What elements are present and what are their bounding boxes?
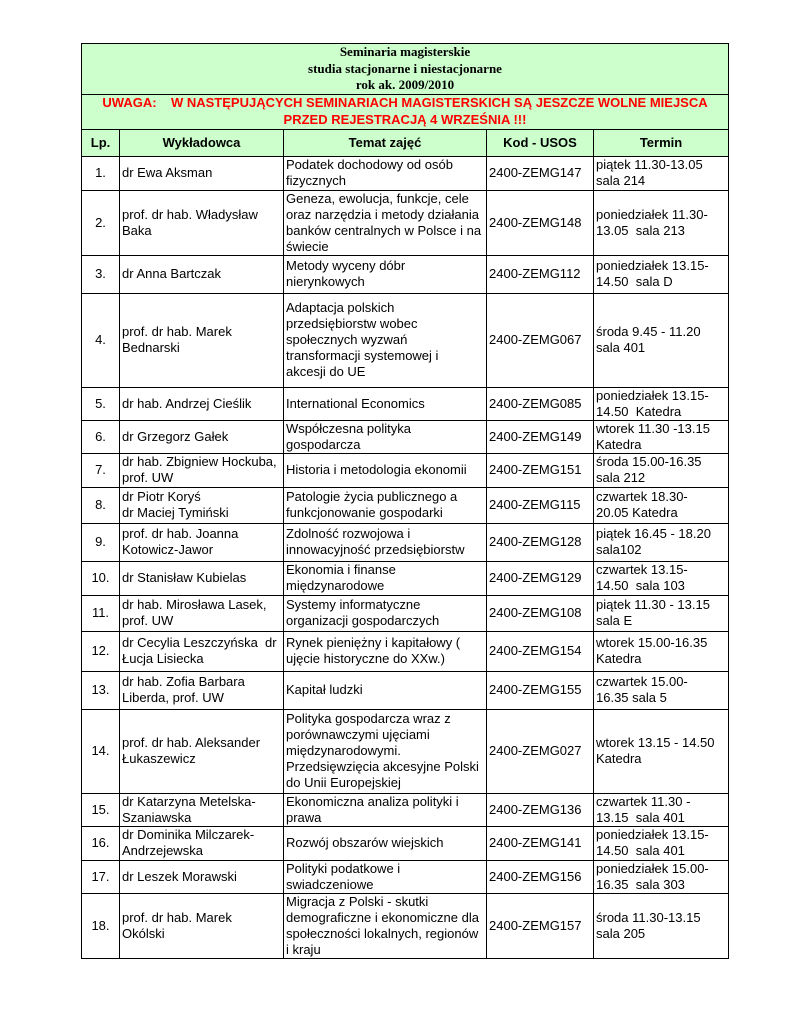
topic-line: porównawczymi ujęciami bbox=[286, 727, 430, 742]
term-line: 14.50 sala 103 bbox=[596, 578, 685, 593]
lecturer-line: prof. dr hab. Władysław bbox=[122, 206, 258, 222]
lecturer-line: dr Leszek Morawski bbox=[122, 868, 237, 884]
topic-cell bbox=[284, 826, 487, 860]
term-line: 14.50 Katedra bbox=[596, 403, 682, 419]
topic-cell bbox=[284, 255, 487, 293]
usos-code: 2400-ZEMG027 bbox=[487, 709, 594, 793]
usos-code: 2400-ZEMG154 bbox=[487, 631, 594, 671]
lecturer-cell bbox=[120, 671, 284, 709]
lecturer-line: dr hab. Andrzej Cieślik bbox=[122, 395, 252, 411]
topic-line: ujęcie historyczne do XXw.) bbox=[286, 651, 445, 666]
topic-cell bbox=[284, 561, 487, 595]
usos-code: 2400-ZEMG108 bbox=[487, 595, 594, 631]
topic-cell bbox=[284, 487, 487, 523]
topic-cell bbox=[284, 860, 487, 893]
row-number: 14. bbox=[82, 709, 120, 793]
lecturer-cell bbox=[120, 523, 284, 561]
topic-line: demograficzne i ekonomiczne dla bbox=[286, 909, 479, 925]
table-row bbox=[82, 793, 729, 826]
topic-line: Historia i metodologia ekonomii bbox=[286, 462, 467, 477]
lecturer-cell bbox=[120, 826, 284, 860]
table-row bbox=[82, 487, 729, 523]
topic-line: Współczesna polityka bbox=[286, 420, 411, 436]
title-line-3: rok ak. 2009/2010 bbox=[355, 77, 455, 92]
term-cell bbox=[594, 420, 729, 453]
term-line: wtorek 13.15 - 14.50 bbox=[596, 735, 715, 750]
term-cell bbox=[594, 793, 729, 826]
table-row bbox=[82, 893, 729, 958]
lecturer-cell bbox=[120, 793, 284, 826]
term-line: 14.50 sala 401 bbox=[596, 843, 685, 858]
topic-line: International Economics bbox=[286, 395, 425, 411]
term-line: 13.05 sala 213 bbox=[596, 222, 685, 238]
usos-code: 2400-ZEMG149 bbox=[487, 420, 594, 453]
row-number: 2. bbox=[82, 190, 120, 255]
term-cell bbox=[594, 826, 729, 860]
lecturer-line: dr Stanisław Kubielas bbox=[122, 570, 247, 585]
lecturer-cell bbox=[120, 860, 284, 893]
term-line: środa 9.45 - 11.20 bbox=[596, 324, 701, 339]
usos-code: 2400-ZEMG151 bbox=[487, 453, 594, 487]
row-number: 12. bbox=[82, 631, 120, 671]
usos-code: 2400-ZEMG067 bbox=[487, 293, 594, 387]
lecturer-cell bbox=[120, 255, 284, 293]
row-number: 5. bbox=[82, 387, 120, 420]
topic-line: nierynkowych bbox=[286, 274, 365, 289]
column-header-topic: Temat zajęć bbox=[284, 129, 487, 156]
lecturer-line: dr Katarzyna Metelska- bbox=[122, 793, 256, 809]
term-cell bbox=[594, 387, 729, 420]
row-number: 18. bbox=[82, 893, 120, 958]
usos-code: 2400-ZEMG112 bbox=[487, 255, 594, 293]
lecturer-cell bbox=[120, 893, 284, 958]
row-number: 9. bbox=[82, 523, 120, 561]
topic-line: Polityka gospodarcza wraz z bbox=[286, 711, 451, 726]
row-number: 15. bbox=[82, 793, 120, 826]
term-line: sala102 bbox=[596, 542, 642, 557]
term-line: Katedra bbox=[596, 751, 642, 766]
seminar-table bbox=[81, 43, 729, 959]
topic-line: międzynarodowymi. bbox=[286, 743, 401, 758]
lecturer-cell bbox=[120, 453, 284, 487]
topic-line: transformacji systemowej i bbox=[286, 348, 439, 363]
topic-cell bbox=[284, 523, 487, 561]
term-cell bbox=[594, 595, 729, 631]
term-line: sala 205 bbox=[596, 925, 646, 941]
topic-cell bbox=[284, 156, 487, 190]
lecturer-line: dr Piotr Koryś bbox=[122, 489, 201, 504]
term-line: 20.05 Katedra bbox=[596, 505, 678, 520]
usos-code: 2400-ZEMG155 bbox=[487, 671, 594, 709]
warning-line-2: PRZED REJESTRACJĄ 4 WRZEŚNIA !!! bbox=[283, 111, 527, 127]
topic-line: Metody wyceny dóbr bbox=[286, 258, 406, 273]
topic-line: oraz narzędzia i metody działania bbox=[286, 206, 479, 222]
topic-line: prawa bbox=[286, 809, 322, 825]
term-cell bbox=[594, 453, 729, 487]
lecturer-line: dr Cecylia Leszczyńska dr bbox=[122, 635, 277, 650]
lecturer-line: dr hab. Zbigniew Hockuba, bbox=[122, 454, 277, 469]
topic-line: innowacyjność przedsiębiorstw bbox=[286, 542, 465, 557]
topic-line: funkcjonowanie gospodarki bbox=[286, 505, 443, 520]
lecturer-line: Liberda, prof. UW bbox=[122, 690, 224, 705]
lecturer-cell bbox=[120, 709, 284, 793]
table-row bbox=[82, 420, 729, 453]
table-row bbox=[82, 671, 729, 709]
topic-cell bbox=[284, 595, 487, 631]
topic-line: Rynek pieniężny i kapitałowy ( bbox=[286, 635, 461, 650]
row-number: 13. bbox=[82, 671, 120, 709]
term-line: poniedziałek 13.15- bbox=[596, 258, 709, 273]
row-number: 10. bbox=[82, 561, 120, 595]
term-cell bbox=[594, 561, 729, 595]
term-line: 16.35 sala 303 bbox=[596, 876, 685, 892]
topic-line: fizycznych bbox=[286, 173, 346, 188]
lecturer-line: dr hab. Mirosława Lasek, bbox=[122, 597, 267, 612]
lecturer-line: Łukaszewicz bbox=[122, 751, 196, 766]
usos-code: 2400-ZEMG115 bbox=[487, 487, 594, 523]
table-row bbox=[82, 453, 729, 487]
topic-line: gospodarcza bbox=[286, 436, 361, 452]
column-header-row bbox=[82, 129, 729, 156]
table-row bbox=[82, 293, 729, 387]
topic-line: społeczności lokalnych, regionów bbox=[286, 925, 479, 941]
row-number: 8. bbox=[82, 487, 120, 523]
lecturer-cell bbox=[120, 420, 284, 453]
term-cell bbox=[594, 293, 729, 387]
topic-cell bbox=[284, 293, 487, 387]
topic-line: banków centralnych w Polsce i na bbox=[286, 222, 482, 238]
table-row bbox=[82, 561, 729, 595]
lecturer-line: dr Grzegorz Gałek bbox=[122, 428, 229, 444]
topic-line: Ekonomia i finanse bbox=[286, 562, 396, 577]
usos-code: 2400-ZEMG147 bbox=[487, 156, 594, 190]
topic-line: Ekonomiczna analiza polityki i bbox=[286, 793, 459, 809]
term-line: wtorek 11.30 -13.15 bbox=[596, 420, 710, 436]
warning-notice bbox=[82, 94, 729, 129]
term-line: środa 11.30-13.15 bbox=[596, 909, 701, 925]
usos-code: 2400-ZEMG148 bbox=[487, 190, 594, 255]
lecturer-line: Kotowicz-Jawor bbox=[122, 542, 214, 557]
topic-cell bbox=[284, 420, 487, 453]
row-number: 11. bbox=[82, 595, 120, 631]
column-header-lp: Lp. bbox=[82, 129, 120, 156]
topic-line: akcesji do UE bbox=[286, 364, 366, 379]
term-line: 16.35 sala 5 bbox=[596, 690, 667, 705]
lecturer-line: prof. UW bbox=[122, 470, 174, 485]
term-line: piątek 11.30 - 13.15 bbox=[596, 597, 710, 612]
term-line: czwartek 11.30 - bbox=[596, 793, 691, 809]
lecturer-cell bbox=[120, 595, 284, 631]
table-row bbox=[82, 860, 729, 893]
topic-line: i kraju bbox=[286, 941, 321, 957]
topic-line: Geneza, ewolucja, funkcje, cele bbox=[286, 190, 469, 206]
topic-line: Patologie życia publicznego a bbox=[286, 489, 458, 504]
term-line: wtorek 15.00-16.35 bbox=[596, 635, 708, 650]
topic-cell bbox=[284, 631, 487, 671]
topic-line: świecie bbox=[286, 238, 329, 254]
term-line: piątek 16.45 - 18.20 bbox=[596, 526, 711, 541]
topic-line: przedsiębiorstw wobec bbox=[286, 316, 418, 331]
lecturer-line: prof. dr hab. Marek bbox=[122, 909, 232, 925]
lecturer-line: Okólski bbox=[122, 925, 165, 941]
table-row bbox=[82, 826, 729, 860]
table-row bbox=[82, 255, 729, 293]
topic-line: Przedsięwzięcia akcesyjne Polski bbox=[286, 759, 479, 774]
term-cell bbox=[594, 860, 729, 893]
term-line: piątek 11.30-13.05 bbox=[596, 157, 703, 172]
term-line: sala E bbox=[596, 613, 633, 628]
table-row bbox=[82, 156, 729, 190]
term-line: sala 214 bbox=[596, 173, 646, 188]
lecturer-line: prof. dr hab. Aleksander bbox=[122, 735, 261, 750]
title-line-2: studia stacjonarne i niestacjonarne bbox=[308, 60, 502, 76]
topic-line: Polityki podatkowe i bbox=[286, 860, 401, 876]
lecturer-line: dr Ewa Aksman bbox=[122, 165, 213, 180]
term-cell bbox=[594, 671, 729, 709]
term-cell bbox=[594, 631, 729, 671]
title-row bbox=[82, 44, 729, 95]
term-cell bbox=[594, 523, 729, 561]
term-line: czwartek 15.00- bbox=[596, 674, 688, 689]
lecturer-line: Bednarski bbox=[122, 340, 180, 355]
row-number: 3. bbox=[82, 255, 120, 293]
table-row bbox=[82, 387, 729, 420]
term-line: czwartek 18.30- bbox=[596, 489, 688, 504]
lecturer-cell bbox=[120, 487, 284, 523]
term-line: środa 15.00-16.35 bbox=[596, 454, 702, 469]
lecturer-cell bbox=[120, 190, 284, 255]
topic-line: organizacji gospodarczych bbox=[286, 613, 440, 628]
lecturer-cell bbox=[120, 156, 284, 190]
topic-line: międzynarodowe bbox=[286, 578, 385, 593]
lecturer-cell bbox=[120, 631, 284, 671]
table-row bbox=[82, 523, 729, 561]
lecturer-line: prof. dr hab. Joanna bbox=[122, 526, 239, 541]
topic-line: Kapitał ludzki bbox=[286, 682, 363, 697]
document-title bbox=[82, 44, 729, 95]
warning-line-1: UWAGA: W NASTĘPUJĄCYCH SEMINARIACH MAGISTERSKICH SĄ JESZCZE WOLNE MIEJSCA bbox=[102, 94, 708, 110]
lecturer-line: prof. dr hab. Marek bbox=[122, 324, 232, 339]
topic-line: Podatek dochodowy od osób bbox=[286, 157, 453, 172]
term-line: poniedziałek 13.15- bbox=[596, 827, 709, 842]
topic-line: Migracja z Polski - skutki bbox=[286, 893, 429, 909]
column-header-term: Termin bbox=[594, 129, 729, 156]
term-line: Katedra bbox=[596, 651, 642, 666]
table-row bbox=[82, 709, 729, 793]
term-cell bbox=[594, 255, 729, 293]
lecturer-line: dr hab. Zofia Barbara bbox=[122, 674, 245, 689]
topic-cell bbox=[284, 793, 487, 826]
topic-line: do Unii Europejskiej bbox=[286, 775, 401, 790]
lecturer-line: dr Dominika Milczarek- bbox=[122, 827, 255, 842]
topic-cell bbox=[284, 190, 487, 255]
term-line: czwartek 13.15- bbox=[596, 562, 688, 577]
topic-line: społecznych wyzwań bbox=[286, 332, 408, 347]
topic-line: swiadczeniowe bbox=[286, 876, 374, 892]
topic-line: Rozwój obszarów wiejskich bbox=[286, 835, 444, 850]
row-number: 4. bbox=[82, 293, 120, 387]
usos-code: 2400-ZEMG085 bbox=[487, 387, 594, 420]
table-row bbox=[82, 595, 729, 631]
usos-code: 2400-ZEMG129 bbox=[487, 561, 594, 595]
topic-cell bbox=[284, 387, 487, 420]
term-line: Katedra bbox=[596, 436, 642, 452]
topic-line: Zdolność rozwojowa i bbox=[286, 526, 411, 541]
row-number: 6. bbox=[82, 420, 120, 453]
topic-cell bbox=[284, 671, 487, 709]
table-row bbox=[82, 190, 729, 255]
row-number: 7. bbox=[82, 453, 120, 487]
lecturer-line: Szaniawska bbox=[122, 809, 192, 825]
term-line: sala 401 bbox=[596, 340, 646, 355]
term-line: poniedziałek 13.15- bbox=[596, 387, 709, 403]
term-cell bbox=[594, 190, 729, 255]
row-number: 16. bbox=[82, 826, 120, 860]
lecturer-line: dr Anna Bartczak bbox=[122, 266, 221, 281]
lecturer-line: prof. UW bbox=[122, 613, 174, 628]
term-cell bbox=[594, 893, 729, 958]
usos-code: 2400-ZEMG128 bbox=[487, 523, 594, 561]
lecturer-line: dr Maciej Tymiński bbox=[122, 505, 229, 520]
topic-cell bbox=[284, 893, 487, 958]
column-header-lecturer: Wykładowca bbox=[120, 129, 284, 156]
lecturer-line: Łucja Lisiecka bbox=[122, 651, 204, 666]
table-row bbox=[82, 631, 729, 671]
term-line: poniedziałek 15.00- bbox=[596, 860, 709, 876]
lecturer-line: Andrzejewska bbox=[122, 843, 203, 858]
term-line: sala 212 bbox=[596, 470, 646, 485]
term-line: 13.15 sala 401 bbox=[596, 809, 685, 825]
usos-code: 2400-ZEMG136 bbox=[487, 793, 594, 826]
lecturer-cell bbox=[120, 293, 284, 387]
term-line: 14.50 sala D bbox=[596, 274, 673, 289]
usos-code: 2400-ZEMG141 bbox=[487, 826, 594, 860]
usos-code: 2400-ZEMG157 bbox=[487, 893, 594, 958]
term-cell bbox=[594, 156, 729, 190]
lecturer-line: Baka bbox=[122, 222, 152, 238]
row-number: 17. bbox=[82, 860, 120, 893]
column-header-code: Kod - USOS bbox=[487, 129, 594, 156]
term-line: poniedziałek 11.30- bbox=[596, 206, 708, 222]
lecturer-cell bbox=[120, 387, 284, 420]
topic-line: Adaptacja polskich bbox=[286, 300, 395, 315]
row-number: 1. bbox=[82, 156, 120, 190]
title-line-1: Seminaria magisterskie bbox=[339, 44, 471, 59]
lecturer-cell bbox=[120, 561, 284, 595]
topic-line: Systemy informatyczne bbox=[286, 597, 421, 612]
term-cell bbox=[594, 487, 729, 523]
warning-row bbox=[82, 94, 729, 129]
topic-cell bbox=[284, 453, 487, 487]
topic-cell bbox=[284, 709, 487, 793]
usos-code: 2400-ZEMG156 bbox=[487, 860, 594, 893]
term-cell bbox=[594, 709, 729, 793]
